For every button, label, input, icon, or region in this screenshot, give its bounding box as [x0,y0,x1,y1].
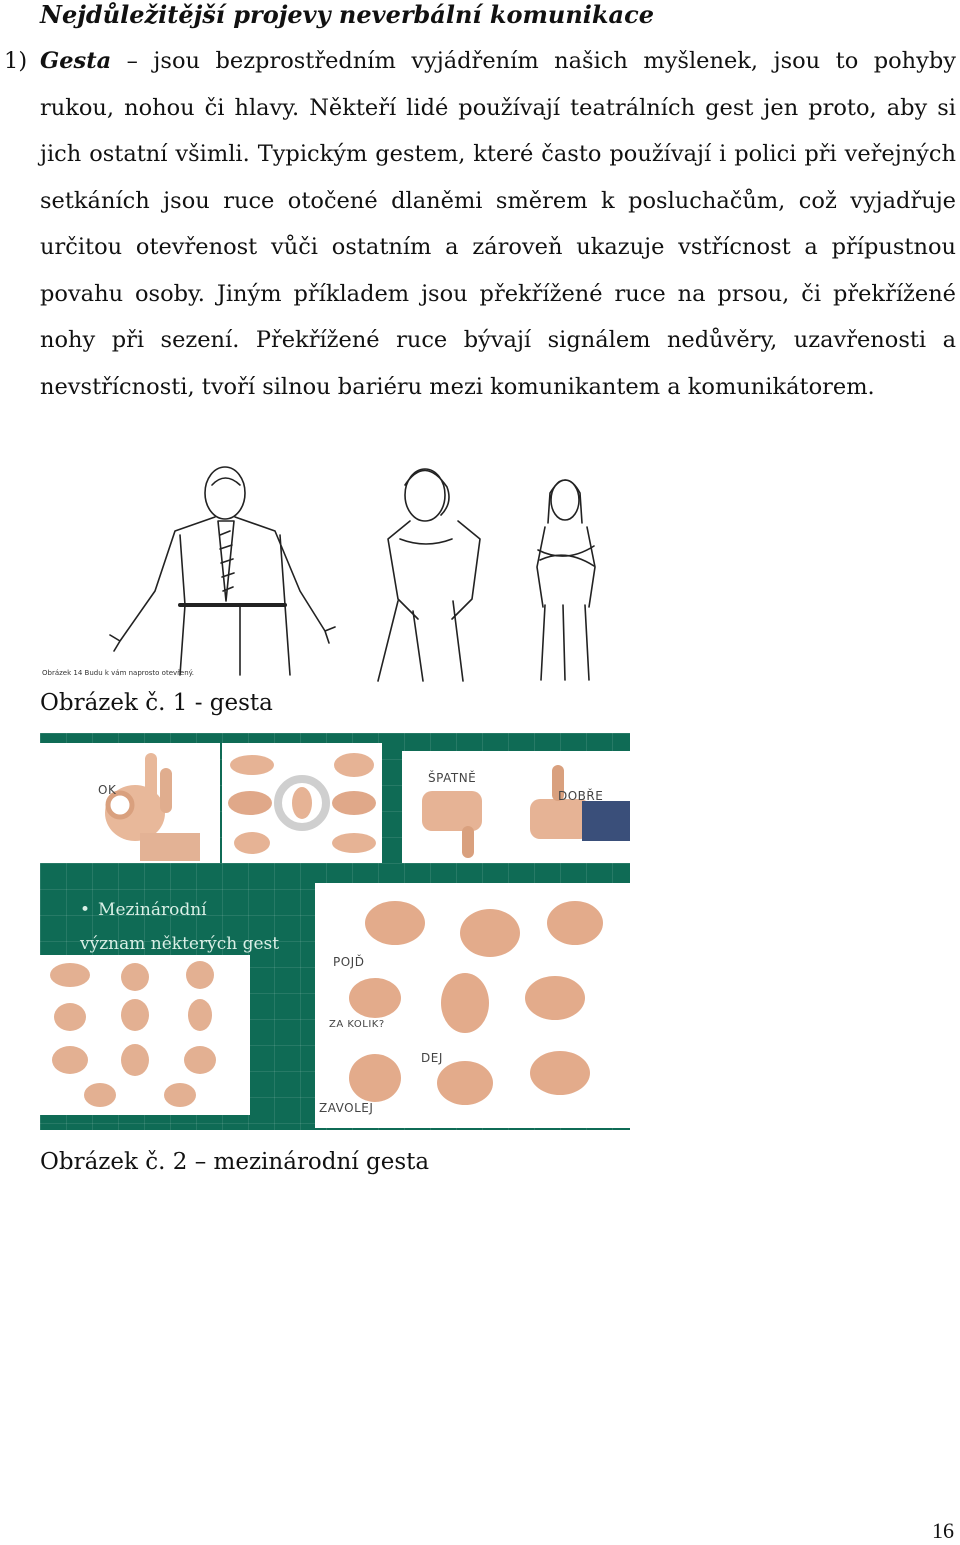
label-zavolej: ZAVOLEJ [319,1101,374,1115]
term-gesta: Gesta [40,48,112,74]
hand-gestures-grid-image [40,955,250,1115]
gesture-figures-drawing [40,455,610,685]
list-number: 1) [4,48,28,74]
label-ok: OK [98,783,117,797]
gesta-paragraph [0,38,956,410]
panel-hand-grid [40,955,250,1115]
thumbs-up-down-image [402,751,630,863]
request-gestures-image [315,883,630,1128]
figure1-caption: Obrázek č. 1 - gesta [40,690,273,716]
slide-text-line1: Mezinárodní [98,900,207,920]
panel-ok [40,743,220,863]
label-dej: DEJ [421,1051,443,1065]
panel-thumbs [402,751,630,863]
page-number: 16 [932,1518,954,1543]
slide-bullet: • [80,900,91,920]
figure-gestures-illustration [40,455,610,685]
panel-request-gestures [315,883,630,1128]
ok-hand-image [40,743,220,863]
figure1-note: Obrázek 14 Budu k vám naprosto otevřený. [42,669,195,677]
paragraph-text: – jsou bezprostředním vyjádřením našich myšlenek, jsou to pohyby rukou, nohou či hlavy. Někteří lidé používají teatrálních gest jen proto, aby si jich ostatní všimli. Typickým gestem, které často používají i polici při veřejných setkáních jsou ruce otočené dlaněmi směrem k posluchačům, což vyjadřuje určitou otevřenost vůči ostatním a zároveň ukazuje vstřícnost a přípustnou povahu osoby. Jiným příkladem jsou překřížené ruce na prsou, či překřížené nohy při sezení. Překřížené ruce bývají signálem nedůvěry, uzavřenosti a nevstřícnosti, tvoří silnou bariéru mezi komunikantem a komunikátorem. [40,48,956,400]
slide-text [80,893,279,961]
hand-gestures-circle-image [222,743,382,863]
label-za-kolik: ZA KOLIK? [329,1019,385,1030]
section-heading: Nejdůležitější projevy neverbální komunikace [40,0,654,29]
figure2-caption: Obrázek č. 2 – mezinárodní gesta [40,1149,430,1175]
paragraph-body [40,38,956,410]
label-spatne: ŠPATNĚ [428,771,477,785]
figure-international-gestures [40,733,630,1130]
label-pojd: POJĎ [333,955,365,969]
label-dobre: DOBŘE [558,789,604,803]
panel-hands-circle [222,743,382,863]
slide-text-line2: význam některých gest [80,934,280,954]
